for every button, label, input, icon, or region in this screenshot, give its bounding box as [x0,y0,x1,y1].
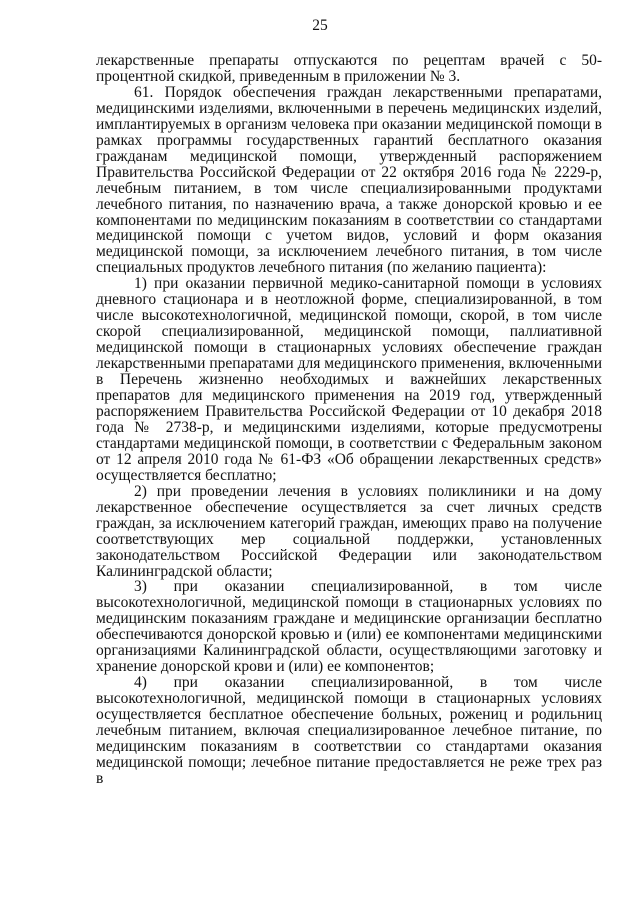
paragraph-subitem-2: 2) при проведении лечения в условиях поликлиники и на дому лекарственное обеспечение осуществляется за счет личных средств граждан, за исключением категорий граждан, имеющих право на получение соответствующих мер социальной поддержки, установленных законодательством Российской Федерации или законодательством Калининградской области; [96,482,602,580]
paragraph-item-61: 61. Порядок обеспечения граждан лекарственными препаратами, медицинскими изделиями, включенными в перечень медицинских изделий, имплантируемых в организм человека при оказании медицинской помощи в рамках программы государственных гарантий бесплатного оказания гражданам медицинской помощи, утвержденный распоряжением Правительства Российской Федерации от 22 октября 2016 года № 2229-р, лечебным питанием, в том числе специализированными продуктами лечебного питания, по назначению врача, а также донорской кровью и ее компонентами по медицинским показаниям в соответствии со стандартами медицинской помощи с учетом видов, условий и форм оказания медицинской помощи, за исключением лечебного питания, в том числе специальных продуктов лечебного питания (по желанию пациента): [96,83,602,277]
paragraph-continuation: лекарственные препараты отпускаются по рецептам врачей с 50-процентной скидкой, приведенным в приложении № 3. [96,52,602,85]
paragraph-subitem-4: 4) при оказании специализированной, в том числе высокотехнологичной, медицинской помощи в стационарных условиях осуществляется бесплатное обеспечение больных, рожениц и родильниц лечебным питанием, включая специализированное лечебное питание, по медицинским показаниям в соответствии со стандартами оказания медицинской помощи; лечебное питание предоставляется не реже трех раз в [96,674,602,787]
document-body [96,53,602,787]
page-number: 25 [312,17,328,34]
paragraph-subitem-1: 1) при оказании первичной медико-санитарной помощи в условиях дневного стационара и в неотложной форме, специализированной, в том числе высокотехнологичной, медицинской помощи, скорой, в том числе скорой специализированной, медицинской помощи, паллиативной медицинской помощи в стационарных условиях обеспечение граждан лекарственными препаратами для медицинского применения, включенными в Перечень жизненно необходимых и важнейших лекарственных препаратов для медицинского применения на 2019 год, утвержденный распоряжением Правительства Российской Федерации от 10 декабря 2018 года № 2738-р, и медицинскими изделиями, которые предусмотрены стандартами медицинской помощи, в соответствии с Федеральным законом от 12 апреля 2010 года № 61-ФЗ «Об обращении лекарственных средств» осуществляется бесплатно; [96,275,602,484]
paragraph-subitem-3: 3) при оказании специализированной, в том числе высокотехнологичной, медицинской помощи в стационарных условиях по медицинским показаниям граждане и медицинские организации бесплатно обеспечиваются донорской кровью и (или) ее компонентами медицинскими организациями Калининградской области, осуществляющими заготовку и хранение донорской крови и (или) ее компонентов; [96,578,602,676]
